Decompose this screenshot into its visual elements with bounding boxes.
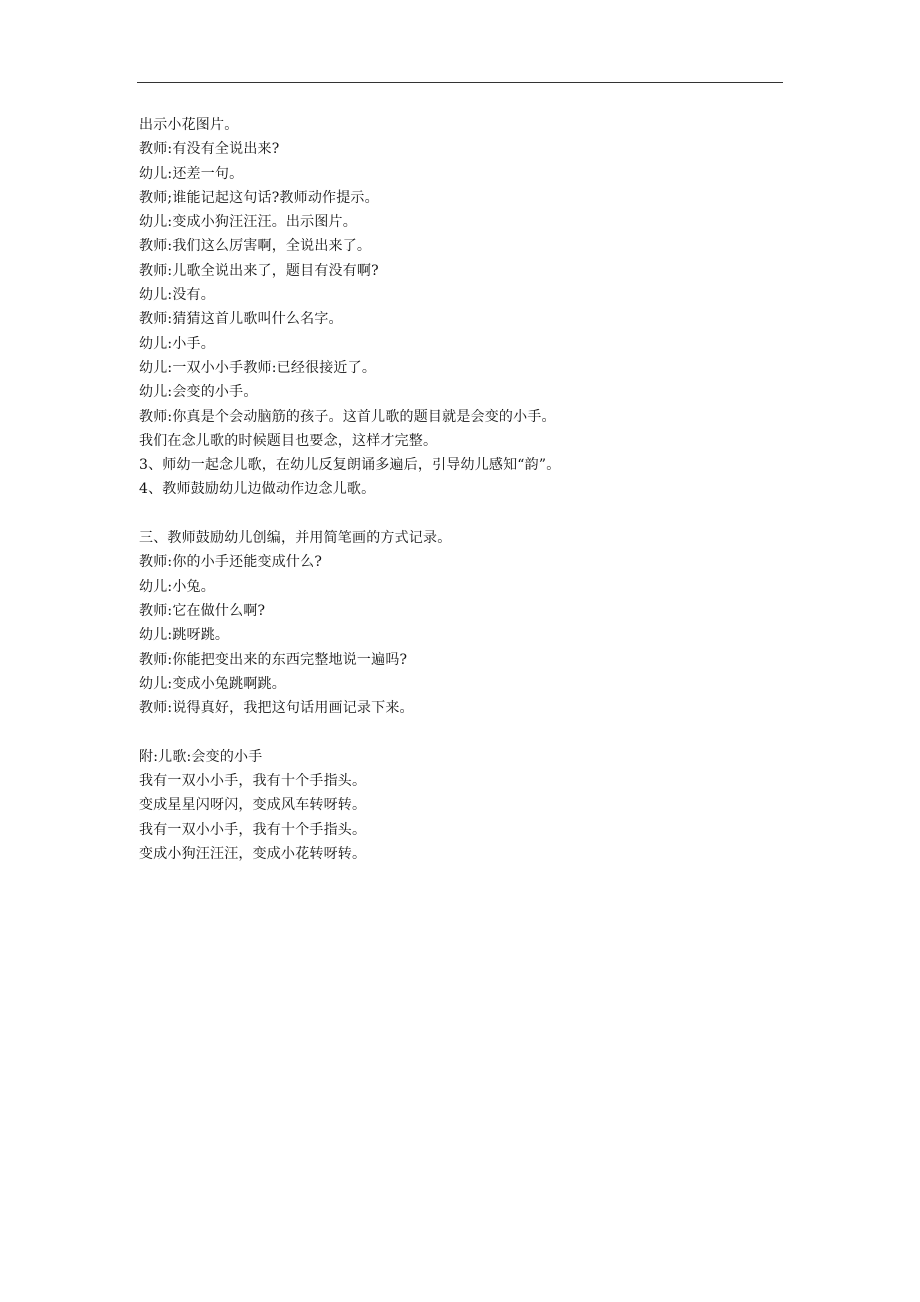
section-heading: 三、教师鼓励幼儿创编，并用简笔画的方式记录。 (139, 530, 452, 547)
dialogue-block-2 (139, 550, 779, 720)
text-line: 教师:有没有全说出来? (139, 141, 280, 158)
poem-block (139, 769, 779, 866)
text-line: 出示小花图片。 (139, 117, 239, 133)
paragraph-gap (139, 720, 779, 744)
text-line: 教师:说得真好，我把这句话用画记录下来。 (139, 700, 414, 717)
text-line: 教师:我们这么厉害啊，全说出来了。 (139, 238, 372, 255)
text-line: 教师:你能把变出来的东西完整地说一遍吗? (139, 651, 408, 668)
text-line: 我们在念儿歌的时候题目也要念，这样才完整。 (139, 432, 438, 449)
document-body (139, 113, 779, 866)
text-line: 幼儿:一双小小手教师:已经很接近了。 (139, 359, 377, 376)
text-line: 幼儿:还差一句。 (139, 165, 244, 182)
appendix-title: 附:儿歌:会变的小手 (139, 748, 263, 765)
poem-line: 变成星星闪呀闪，变成风车转呀转。 (139, 797, 367, 814)
dialogue-block-1 (139, 113, 779, 502)
poem-line: 我有一双小小手，我有十个手指头。 (139, 773, 367, 790)
poem-line: 变成小狗汪汪汪，变成小花转呀转。 (139, 845, 367, 862)
text-line: 幼儿:没有。 (139, 287, 215, 304)
text-line: 幼儿:小手。 (139, 335, 215, 352)
text-line: 教师:你真是个会动脑筋的孩子。这首儿歌的题目就是会变的小手。 (139, 408, 556, 425)
text-line: 幼儿:变成小兔跳啊跳。 (139, 675, 286, 692)
text-line: 幼儿:小兔。 (139, 578, 215, 595)
poem-line: 我有一双小小手，我有十个手指头。 (139, 821, 367, 838)
paragraph-gap (139, 502, 779, 526)
text-line: 教师:儿歌全说出来了，题目有没有啊? (139, 262, 379, 279)
text-line: 教师:它在做什么啊? (139, 602, 266, 619)
text-line: 教师:猜猜这首儿歌叫什么名字。 (139, 311, 343, 328)
text-line: 幼儿:变成小狗汪汪汪。出示图片。 (139, 214, 357, 231)
step-3-line: 3、师幼一起念儿歌，在幼儿反复朗诵多遍后，引导幼儿感知“韵”。 (139, 457, 561, 474)
text-line: 幼儿:跳呀跳。 (139, 627, 230, 644)
step-4-line: 4、教师鼓励幼儿边做动作边念儿歌。 (139, 481, 376, 498)
header-rule (137, 82, 783, 83)
text-line: 幼儿:会变的小手。 (139, 384, 258, 401)
text-line: 教师:你的小手还能变成什么? (139, 554, 323, 571)
text-line: 教师;谁能记起这句话?教师动作提示。 (139, 189, 379, 206)
